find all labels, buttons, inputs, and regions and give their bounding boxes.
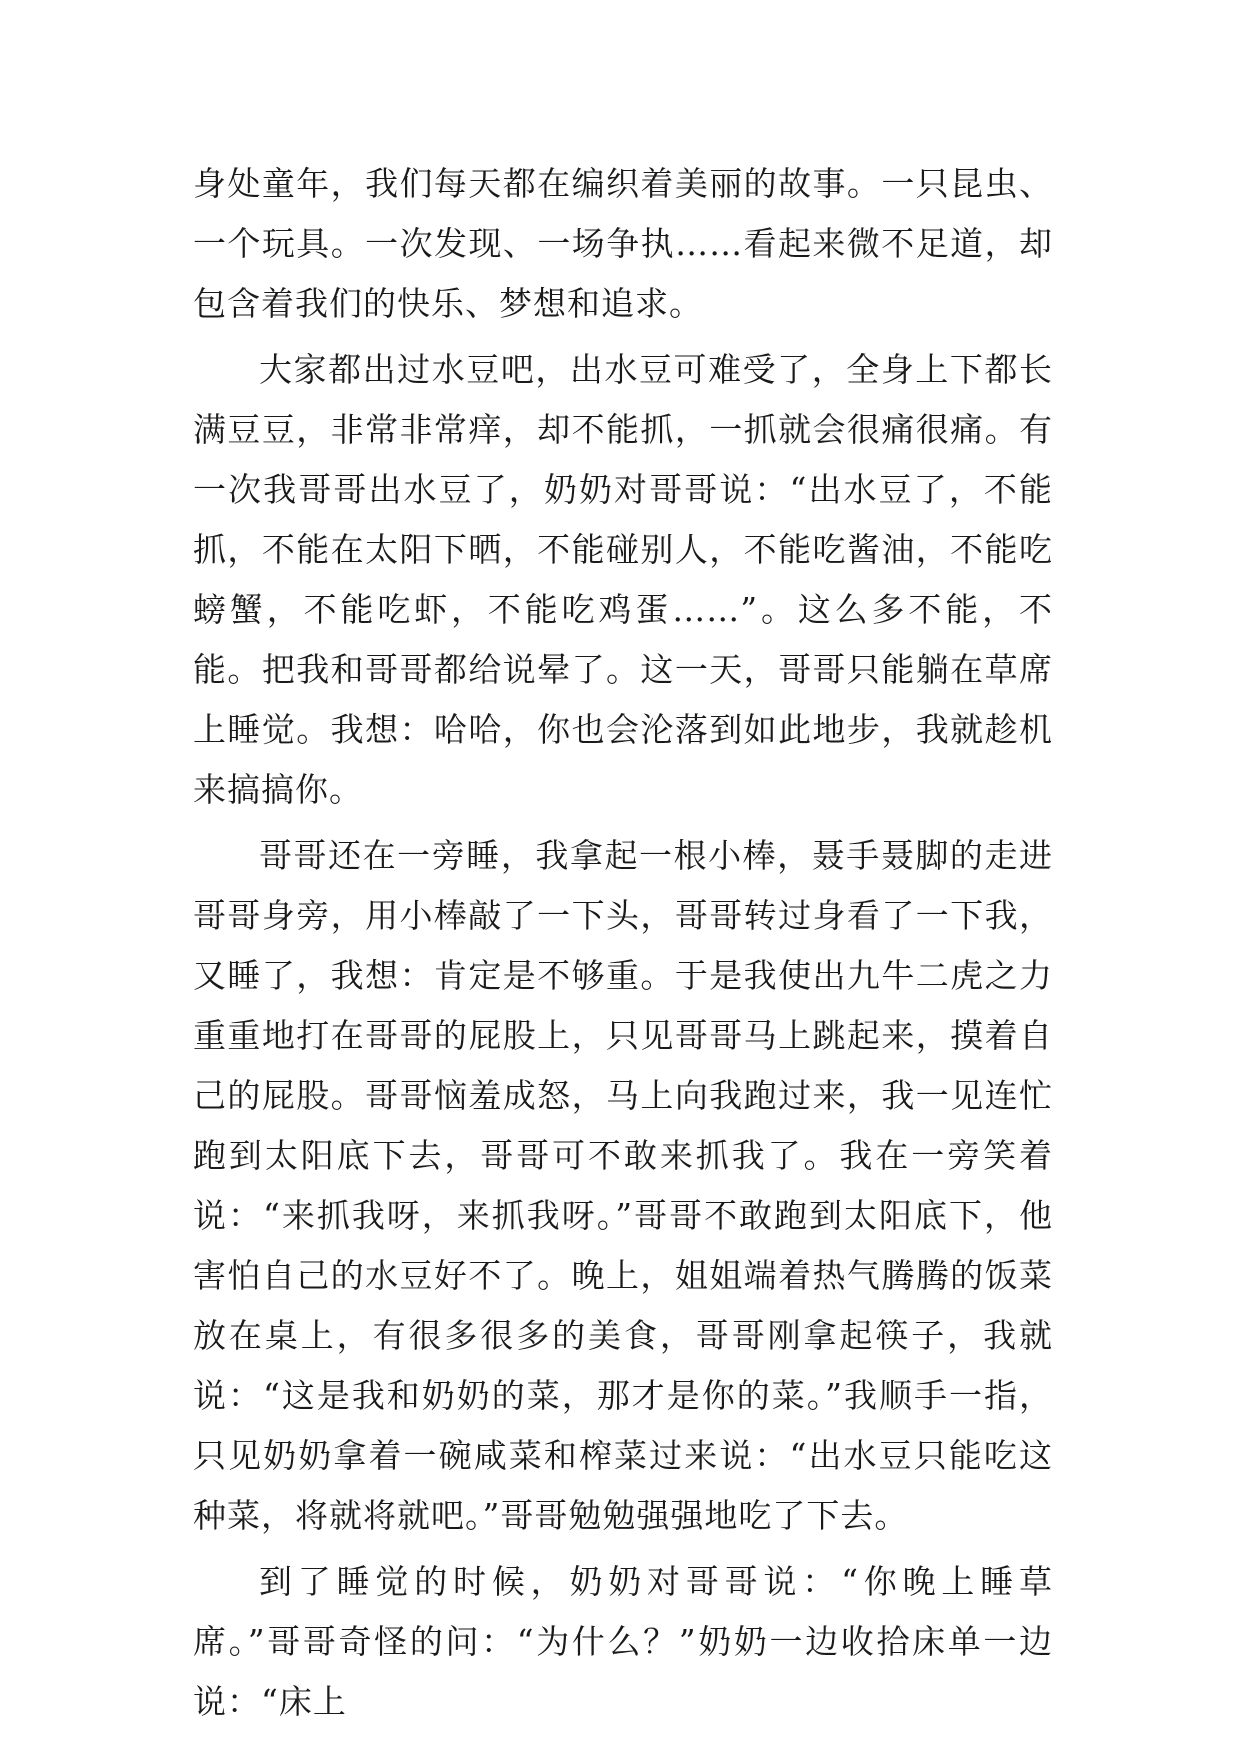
- paragraph-chickenpox: 大家都出过水豆吧，出水豆可难受了，全身上下都长满豆豆，非常非常痒，却不能抓，一抓就会很痛很痛。有一次我哥哥出水豆了，奶奶对哥哥说：“出水豆了，不能抓，不能在太阳下晒，不能碰别人，不能吃酱油，不能吃螃蟹，不能吃虾，不能吃鸡蛋……”。这么多不能，不能。把我和哥哥都给说晕了。这一天，哥哥只能躺在草席上睡觉。我想：哈哈，你也会沦落到如此地步，我就趁机来搞搞你。: [193, 350, 1053, 809]
- paragraph-bedtime: 到了睡觉的时候，奶奶对哥哥说：“你晚上睡草席。”哥哥奇怪的问：“为什么？”奶奶一边收拾床单一边说：“床上: [193, 1562, 1053, 1721]
- essay-body: [193, 154, 1053, 1738]
- paragraph-intro: 身处童年，我们每天都在编织着美丽的故事。一只昆虫、一个玩具。一次发现、一场争执……看起来微不足道，却包含着我们的快乐、梦想和追求。: [193, 164, 1053, 323]
- paragraph-prank: 哥哥还在一旁睡，我拿起一根小棒，聂手聂脚的走进哥哥身旁，用小棒敲了一下头，哥哥转过身看了一下我，又睡了，我想：肯定是不够重。于是我使出九牛二虎之力重重地打在哥哥的屁股上，只见哥哥马上跳起来，摸着自己的屁股。哥哥恼羞成怒，马上向我跑过来，我一见连忙跑到太阳底下去，哥哥可不敢来抓我了。我在一旁笑着说：“来抓我呀，来抓我呀。”哥哥不敢跑到太阳底下，他害怕自己的水豆好不了。晚上，姐姐端着热气腾腾的饭菜放在桌上，有很多很多的美食，哥哥刚拿起筷子，我就说：“这是我和奶奶的菜，那才是你的菜。”我顺手一指，只见奶奶拿着一碗咸菜和榨菜过来说：“出水豆只能吃这种菜，将就将就吧。”哥哥勉勉强强地吃了下去。: [193, 836, 1053, 1535]
